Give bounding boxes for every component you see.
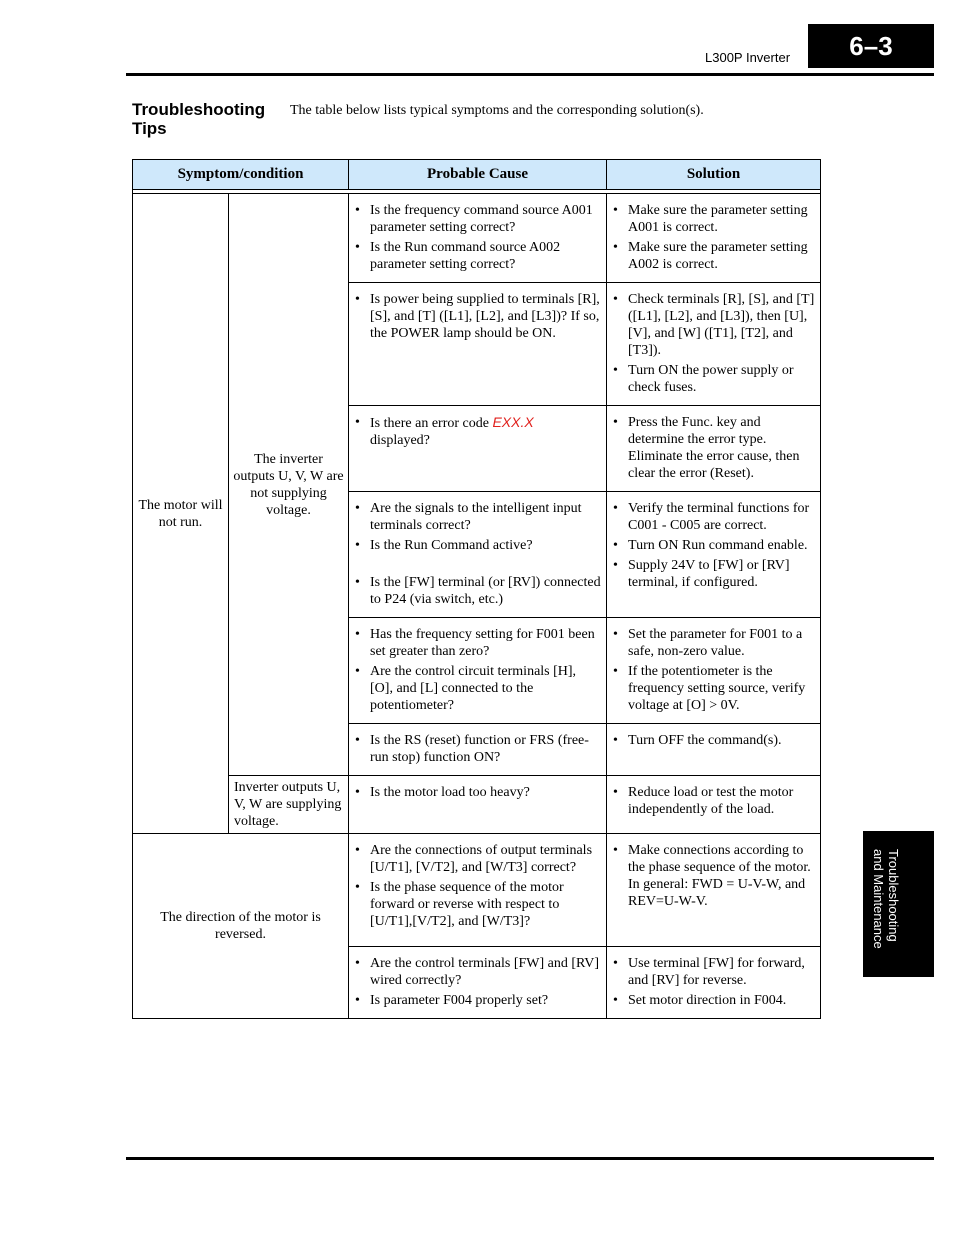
bottom-rule xyxy=(126,1157,934,1160)
top-rule xyxy=(126,73,934,76)
solution-item: • Turn ON Run command enable. xyxy=(607,537,816,554)
solution-item: • Check terminals [R], [S], and [T] ([L1], [L2], and [L3]), then [U], [V], and [W] ([T1], [T2], and [T3]). xyxy=(607,291,816,359)
cause-item: • Is the Run Command active? xyxy=(349,537,602,554)
cause-item: • Are the signals to the intelligent input terminals correct? xyxy=(349,500,602,534)
side-tab-label: Troubleshooting and Maintenance xyxy=(871,849,901,949)
solution-item: • Verify the terminal functions for C001 - C005 are correct. xyxy=(607,500,816,534)
cause-text: displayed? xyxy=(370,433,430,448)
header-title: L300P Inverter xyxy=(705,50,791,65)
solution-item: • Press the Func. key and determine the error type. Eliminate the error cause, then clear the error (Reset). xyxy=(607,414,816,482)
side-tab xyxy=(863,831,934,977)
cause-item: • Are the connections of output terminals [U/T1], [V/T2], and [W/T3] correct? xyxy=(349,842,602,876)
cause-text: Is there an error code xyxy=(370,416,493,431)
table-row xyxy=(133,776,821,834)
solution-item: • Make sure the parameter setting A001 is correct. xyxy=(607,202,816,236)
header-solution: Solution xyxy=(607,160,821,190)
cause-item xyxy=(349,414,602,449)
section-intro: The table below lists typical symptoms and the corresponding solution(s). xyxy=(290,103,704,118)
troubleshooting-table xyxy=(132,159,821,1019)
table-row xyxy=(133,194,821,283)
solution-item: • Turn ON the power supply or check fuses. xyxy=(607,362,816,396)
header-symptom: Symptom/condition xyxy=(133,160,349,190)
solution-item: • Turn OFF the command(s). xyxy=(607,732,816,749)
error-code: EXX.X xyxy=(492,414,534,430)
symptom-direction-reversed: The direction of the motor is reversed. xyxy=(133,834,349,1019)
solution-item: • Make sure the parameter setting A002 is correct. xyxy=(607,239,816,273)
solution-item: • Supply 24V to [FW] or [RV] terminal, if configured. xyxy=(607,557,816,591)
cause-item: • Is the phase sequence of the motor forward or reverse with respect to [U/T1],[V/T2], and [W/T3]? xyxy=(349,879,602,930)
solution-item: • If the potentiometer is the frequency setting source, verify voltage at [O] > 0V. xyxy=(607,663,816,714)
solution-item: • Use terminal [FW] for forward, and [RV] for reverse. xyxy=(607,955,816,989)
cause-item: • Has the frequency setting for F001 been set greater than zero? xyxy=(349,626,602,660)
condition-no-voltage: The inverter outputs U, V, W are not supplying voltage. xyxy=(229,194,349,776)
cause-item: • Are the control circuit terminals [H], [O], and [L] connected to the potentiometer? xyxy=(349,663,602,714)
cause-item: • Is the [FW] terminal (or [RV]) connected to P24 (via switch, etc.) xyxy=(349,574,602,608)
solution-item: • Set motor direction in F004. xyxy=(607,992,816,1009)
condition-voltage-ok: Inverter outputs U, V, W are supplying voltage. xyxy=(229,776,349,834)
page-number: 6–3 xyxy=(808,24,934,68)
cause-item: • Is the Run command source A002 parameter setting correct? xyxy=(349,239,602,273)
symptom-motor-not-run: The motor will not run. xyxy=(133,194,229,834)
cause-item: • Is the frequency command source A001 parameter setting correct? xyxy=(349,202,602,236)
solution-item: • Make connections according to the phase sequence of the motor. In general: FWD = U-V-W, and REV=U-W-V. xyxy=(607,842,816,910)
cause-item: • Is the motor load too heavy? xyxy=(349,784,602,801)
cause-item: • Is the RS (reset) function or FRS (free-run stop) function ON? xyxy=(349,732,602,766)
section-heading: Troubleshooting Tips xyxy=(132,100,266,138)
cause-item: • Is power being supplied to terminals [R], [S], and [T] ([L1], [L2], and [L3])? If so, the POWER lamp should be ON. xyxy=(349,291,602,342)
table-row xyxy=(133,834,821,947)
header-cause: Probable Cause xyxy=(349,160,607,190)
solution-item: • Set the parameter for F001 to a safe, non-zero value. xyxy=(607,626,816,660)
cause-item: • Is parameter F004 properly set? xyxy=(349,992,602,1009)
cause-item: • Are the control terminals [FW] and [RV] wired correctly? xyxy=(349,955,602,989)
solution-item: • Reduce load or test the motor independently of the load. xyxy=(607,784,816,818)
table-header-row xyxy=(133,160,821,190)
